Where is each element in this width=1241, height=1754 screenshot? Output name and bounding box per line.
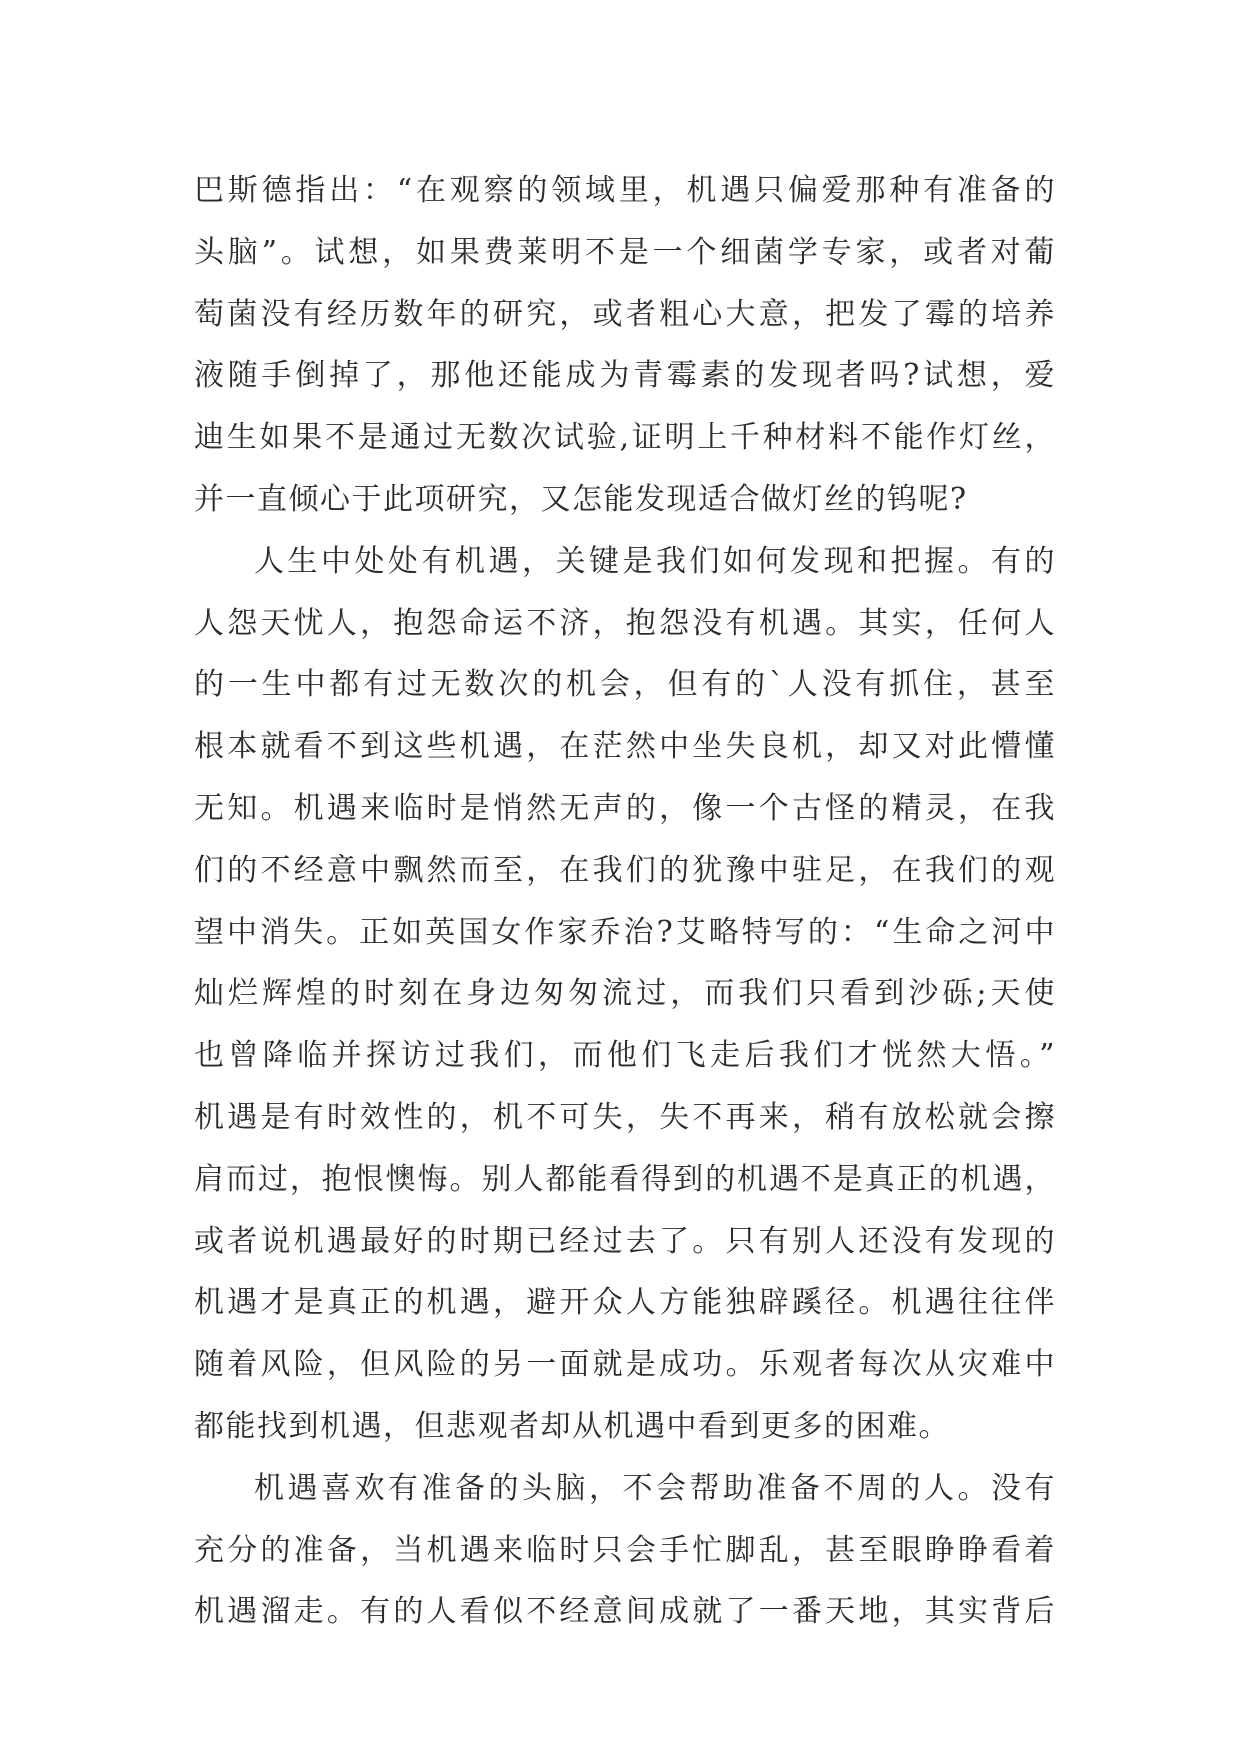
text-line: 充分的准备，当机遇来临时只会手忙脚乱，甚至眼睁睁看着 bbox=[194, 1532, 1056, 1568]
text-line: 灿烂辉煌的时刻在身边匆匆流过，而我们只看到沙砾;天使 bbox=[194, 976, 1056, 1012]
text-line: 也曾降临并探访过我们，而他们飞走后我们才恍然大悟。” bbox=[194, 1038, 1056, 1074]
text-line: 肩而过，抱恨懊悔。别人都能看得到的机遇不是真正的机遇， bbox=[194, 1161, 1056, 1197]
text-line: 或者说机遇最好的时期已经过去了。只有别人还没有发现的 bbox=[194, 1223, 1056, 1259]
text-line: 液随手倒掉了，那他还能成为青霉素的发现者吗?试想，爱 bbox=[194, 358, 1056, 394]
paragraph-2 bbox=[194, 531, 1056, 1458]
text-line: 头脑”。试想，如果费莱明不是一个细菌学专家，或者对葡 bbox=[194, 234, 1056, 270]
paragraph-1 bbox=[194, 160, 1056, 531]
text-line: 迪生如果不是通过无数次试验,证明上千种材料不能作灯丝， bbox=[194, 420, 1056, 456]
text-line: 机遇是有时效性的，机不可失，失不再来，稍有放松就会擦 bbox=[194, 1099, 1056, 1135]
text-line: 随着风险，但风险的另一面就是成功。乐观者每次从灾难中 bbox=[194, 1347, 1056, 1383]
body-text bbox=[194, 160, 1056, 1643]
text-line: 人怨天忧人，抱怨命运不济，抱怨没有机遇。其实，任何人 bbox=[194, 605, 1056, 641]
text-line: 的一生中都有过无数次的机会，但有的`人没有抓住，甚至 bbox=[194, 667, 1056, 703]
text-line: 人生中处处有机遇，关键是我们如何发现和把握。有的 bbox=[254, 543, 1056, 579]
text-line: 根本就看不到这些机遇，在茫然中坐失良机，却又对此懵懂 bbox=[194, 729, 1056, 765]
text-line: 望中消失。正如英国女作家乔治?艾略特写的：“生命之河中 bbox=[194, 914, 1056, 950]
text-line: 机遇喜欢有准备的头脑，不会帮助准备不周的人。没有 bbox=[254, 1470, 1056, 1506]
text-line: 机遇溜走。有的人看似不经意间成就了一番天地，其实背后 bbox=[194, 1594, 1056, 1630]
paragraph-3 bbox=[194, 1458, 1056, 1643]
text-line: 萄菌没有经历数年的研究，或者粗心大意，把发了霉的培养 bbox=[194, 296, 1056, 332]
text-line: 都能找到机遇，但悲观者却从机遇中看到更多的困难。 bbox=[194, 1408, 950, 1444]
text-line: 巴斯德指出：“在观察的领域里，机遇只偏爱那种有准备的 bbox=[194, 173, 1056, 208]
text-line: 并一直倾心于此项研究，又怎能发现适合做灯丝的钨呢? bbox=[194, 481, 968, 517]
text-line: 们的不经意中飘然而至，在我们的犹豫中驻足，在我们的观 bbox=[194, 852, 1056, 888]
text-line: 无知。机遇来临时是悄然无声的，像一个古怪的精灵，在我 bbox=[194, 790, 1056, 826]
text-line: 机遇才是真正的机遇，避开众人方能独辟蹊径。机遇往往伴 bbox=[194, 1285, 1056, 1321]
